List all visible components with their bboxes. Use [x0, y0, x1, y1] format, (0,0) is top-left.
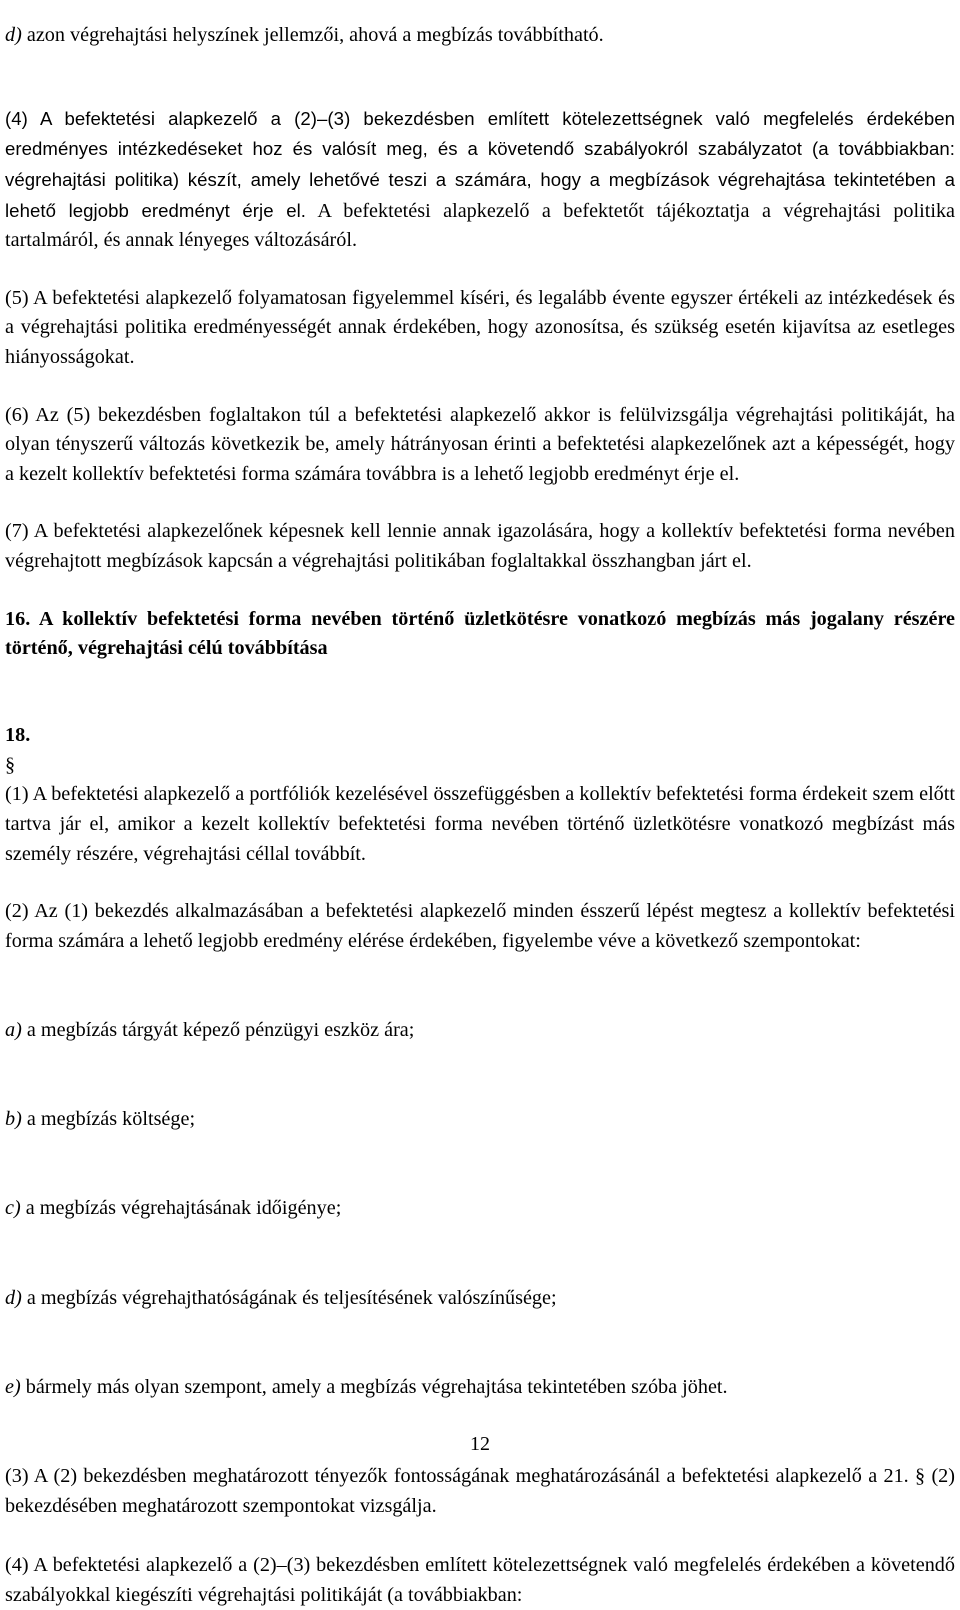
paragraph-2: (2) Az (1) bekezdés alkalmazásában a befektetési alapkezelő minden ésszerű lépést megtesz a kollektív befektetési forma számára a lehető legjobb eredmény elérése érdekében, figyelembe véve a következő szempontokat: — [5, 900, 955, 952]
paragraph-3-text-after: (2) bekezdésében meghatározott szempontokat vizsgálja. — [5, 1464, 956, 1517]
document-page — [5, 0, 955, 1610]
item-text: azon végrehajtási helyszínek jellemzői, ahová a megbízás továbbítható. — [21, 23, 604, 46]
item-text: a megbízás tárgyát képező pénzügyi eszköz ára; — [21, 1019, 415, 1042]
paragraph-4-last: (4) A befektetési alapkezelő a (2)–(3) bekezdésben említett kötelezettségnek való megfelelés érdekében a követendő szabályokkal kiegészíti végrehajtási politikáját (a továbbiakban: — [5, 1554, 955, 1606]
item-letter: d) — [5, 1286, 22, 1309]
item-letter: c) — [5, 1197, 21, 1220]
paragraph-sign: § — [915, 1464, 926, 1487]
section-18-number: 18. — [5, 724, 31, 747]
paragraph-4-sans-text: (4) A befektetési alapkezelő a (2)–(3) bekezdésben említett kötelezettségnek való megfelelés érdekében eredményes intézkedéseket hoz és valósít meg, és a követendő szabályokról szabályzatot (a továbbiakban: végrehajtási politika) készít, amely lehetővé teszi a számára, hogy a megbízások végrehajtása tekintetében a lehető legjobb eredményt érje el. — [5, 107, 955, 221]
item-text: a megbízás végrehajtásának időigénye; — [20, 1197, 342, 1220]
page-number: 12 — [470, 1433, 490, 1455]
item-letter: e) — [5, 1375, 21, 1398]
list-item-d-top — [5, 0, 955, 50]
paragraph-5: (5) A befektetési alapkezelő folyamatosan figyelemmel kíséri, és legalább évente egyszer értékeli az intézkedések és a végrehajtási politika eredményességét annak érdekében, hogy azonosítsa, és szükség esetén kijavítsa az esetleges hiányosságokat. — [5, 286, 955, 368]
section-18-text: (1) A befektetési alapkezelő a portfóliók kezelésével összefüggésben a kollektív befektetési forma érdekeit szem előtt tartva jár el, amikor a kezelt kollektív befektetési forma nevében történő üzletkötésre vonatkozó megbízást más személy részére, végrehajtási céllal továbbít. — [5, 783, 955, 865]
section-18-paragraph — [5, 692, 955, 870]
list-item-d — [5, 1254, 955, 1313]
section-16-heading: 16. A kollektív befektetési forma nevében történő üzletkötésre vonatkozó megbízás más jogalany részére történő, végrehajtási célú továbbítása — [5, 607, 955, 660]
list-item-a — [5, 986, 955, 1045]
item-text: bármely más olyan szempont, amely a megbízás végrehajtása tekintetében szóba jöhet. — [20, 1375, 728, 1398]
item-text: a megbízás költsége; — [21, 1108, 196, 1131]
list-item-c — [5, 1165, 955, 1224]
list-item-e — [5, 1343, 955, 1402]
list-item-b — [5, 1076, 955, 1135]
paragraph-4-continuation: A befektetési alapkezelő a befektetőt tájékoztatja a végrehajtási politika tartalmáról, és annak lényeges változásáról. — [5, 199, 955, 252]
paragraph-3-text-before: (3) A (2) bekezdésben meghatározott tényezők fontosságának meghatározásánál a befektetési alapkezelő a 21. — [5, 1464, 916, 1487]
paragraph-6: (6) Az (5) bekezdésben foglaltakon túl a befektetési alapkezelő akkor is felülvizsgálja végrehajtási politikáját, ha olyan tényszerű változás következik be, amely hátrányosan érinti a befektetési alapkezelőnek azt a képességét, hogy a kezelt kollektív befektetési forma számára továbbra is a lehető legjobb eredményt érje el. — [5, 403, 955, 485]
paragraph-4-sans — [5, 74, 955, 256]
item-letter: b) — [5, 1108, 22, 1131]
item-letter: d) — [5, 23, 22, 46]
paragraph-7: (7) A befektetési alapkezelőnek képesnek kell lennie annak igazolására, hogy a kollektív befektetési forma nevében végrehajtott megbízások kapcsán a végrehajtási politikában foglaltakkal összhangban járt el. — [5, 520, 955, 572]
paragraph-sign: § — [5, 753, 16, 776]
item-text: a megbízás végrehajthatóságának és teljesítésének valószínűsége; — [21, 1286, 557, 1309]
item-letter: a) — [5, 1019, 22, 1042]
